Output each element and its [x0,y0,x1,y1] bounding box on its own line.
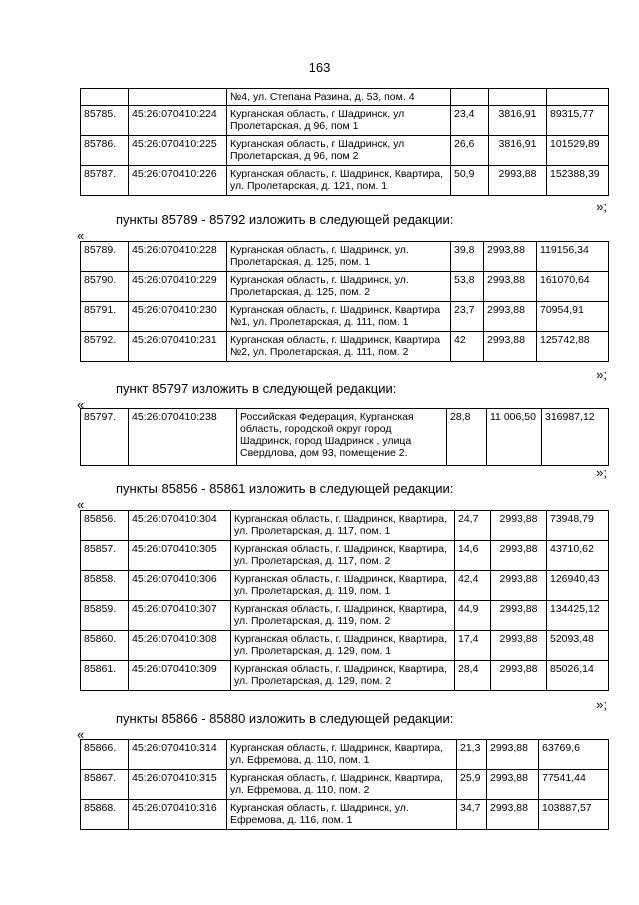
row-address: Курганская область, г. Шадринск, Квартира, ул. Пролетарская, д. 119, пом. 1 [231,571,455,601]
table-row [81,242,609,272]
row-value: 85026,14 [547,661,609,691]
row-area: 25,9 [457,770,487,800]
table-row [81,332,609,362]
row-rate: 2993,88 [491,631,547,661]
row-area: 39,8 [451,242,484,272]
table-row [81,166,609,196]
table-section-4 [80,739,609,830]
row-id: 85785. [81,106,129,136]
section-intro: пункт 85797 изложить в следующей редакции: [116,381,397,396]
row-rate [489,89,547,106]
section-intro: пункты 85866 - 85880 изложить в следующей редакции: [116,711,454,726]
row-rate: 2993,88 [487,740,539,770]
row-cadastre [129,89,227,106]
row-area: 42,4 [455,571,491,601]
section-intro: пункты 85789 - 85792 изложить в следующей редакции: [116,212,454,227]
row-cadastre: 45:26:070410:231 [129,332,227,362]
table-row [81,409,609,466]
row-value: 152388,39 [547,166,609,196]
opening-quote: « [77,397,85,412]
row-value: 73948,79 [547,511,609,541]
row-area: 50,9 [451,166,489,196]
row-cadastre: 45:26:070410:228 [129,242,227,272]
row-id: 85857. [81,541,129,571]
row-area: 23,7 [451,302,484,332]
row-id: 85790. [81,272,129,302]
row-id: 85787. [81,166,129,196]
row-id [81,89,129,106]
row-area [451,89,489,106]
table-row [81,661,609,691]
opening-quote: « [77,228,85,243]
row-value: 119156,34 [537,242,609,272]
table-row [81,601,609,631]
row-rate: 11 006,50 [487,409,542,466]
row-area: 28,4 [455,661,491,691]
row-address: Курганская область, г. Шадринск, ул. Ефремова, д. 116, пом. 1 [227,800,457,830]
row-rate: 2993,88 [489,166,547,196]
row-rate: 2993,88 [491,541,547,571]
row-id: 85866. [81,740,129,770]
row-rate: 3816,91 [489,106,547,136]
row-cadastre: 45:26:070410:229 [129,272,227,302]
row-address: Курганская область, г. Шадринск, Квартира, ул. Пролетарская, д. 129, пом. 1 [231,631,455,661]
row-rate: 3816,91 [489,136,547,166]
row-area: 24,7 [455,511,491,541]
row-rate: 2993,88 [484,332,537,362]
row-value: 103887,57 [539,800,609,830]
table-row [81,106,609,136]
row-value: 161070,64 [537,272,609,302]
row-value: 52093,48 [547,631,609,661]
row-address: Курганская область, г. Шадринск, Квартира №2, ул. Пролетарская, д. 111, пом. 2 [227,332,451,362]
row-address: Курганская область, г. Шадринск, Квартира, ул. Пролетарская, д. 121, пом. 1 [227,166,451,196]
row-rate: 2993,88 [491,571,547,601]
table-section-2 [80,408,609,466]
row-address: Курганская область, г Шадринск, ул Пролетарская, д 96, пом 1 [227,106,451,136]
row-address: Курганская область, г. Шадринск, Квартира, ул. Ефремова, д. 110, пом. 2 [227,770,457,800]
table-section-1 [80,241,609,362]
row-rate: 2993,88 [487,770,539,800]
row-address: Курганская область, г. Шадринск, Квартира, ул. Пролетарская, д. 119, пом. 2 [231,601,455,631]
opening-quote: « [77,497,85,512]
row-cadastre: 45:26:070410:225 [129,136,227,166]
row-rate: 2993,88 [484,242,537,272]
row-area: 23,4 [451,106,489,136]
row-cadastre: 45:26:070410:307 [129,601,231,631]
table-row [81,302,609,332]
table-row [81,511,609,541]
row-rate: 2993,88 [491,601,547,631]
row-cadastre: 45:26:070410:308 [129,631,231,661]
row-cadastre: 45:26:070410:230 [129,302,227,332]
table-section-0 [80,88,609,196]
row-area: 17,4 [455,631,491,661]
table-row [81,136,609,166]
row-value: 316987,12 [542,409,609,466]
opening-quote: « [77,727,85,742]
row-cadastre: 45:26:070410:305 [129,541,231,571]
table-section-3 [80,510,609,691]
row-id: 85859. [81,601,129,631]
row-area: 53,8 [451,272,484,302]
row-area: 42 [451,332,484,362]
row-rate: 2993,88 [484,272,537,302]
row-area: 28,8 [447,409,487,466]
row-area: 34,7 [457,800,487,830]
row-address: Курганская область, г. Шадринск, Квартира, ул. Пролетарская, д. 117, пом. 2 [231,541,455,571]
table-row [81,631,609,661]
row-value: 43710,62 [547,541,609,571]
closing-quote: »; [596,697,607,712]
row-address: №4, ул. Степана Разина, д. 53, пом. 4 [227,89,451,106]
row-area: 14,6 [455,541,491,571]
closing-quote: »; [596,367,607,382]
row-id: 85786. [81,136,129,166]
row-id: 85867. [81,770,129,800]
row-value: 134425,12 [547,601,609,631]
table-row [81,740,609,770]
row-address: Курганская область, г. Шадринск, Квартира №1, ул. Пролетарская, д. 111, пом. 1 [227,302,451,332]
table-row [81,800,609,830]
row-cadastre: 45:26:070410:224 [129,106,227,136]
row-cadastre: 45:26:070410:314 [129,740,227,770]
row-rate: 2993,88 [487,800,539,830]
row-id: 85860. [81,631,129,661]
row-id: 85858. [81,571,129,601]
row-address: Курганская область, г. Шадринск, ул. Пролетарская, д. 125, пом. 1 [227,242,451,272]
closing-quote: »; [596,199,607,214]
row-value: 125742,88 [537,332,609,362]
row-cadastre: 45:26:070410:238 [129,409,237,466]
row-cadastre: 45:26:070410:309 [129,661,231,691]
row-area: 26,6 [451,136,489,166]
row-address: Курганская область, г. Шадринск, Квартира, ул. Ефремова, д. 110, пом. 1 [227,740,457,770]
row-address: Курганская область, г. Шадринск, Квартира, ул. Пролетарская, д. 117, пом. 1 [231,511,455,541]
table-row [81,89,609,106]
row-rate: 2993,88 [491,511,547,541]
table-row [81,571,609,601]
row-value: 63769,6 [539,740,609,770]
row-value: 101529,89 [547,136,609,166]
row-id: 85861. [81,661,129,691]
section-intro: пункты 85856 - 85861 изложить в следующей редакции: [116,481,454,496]
row-cadastre: 45:26:070410:315 [129,770,227,800]
row-address: Курганская область, г. Шадринск, ул. Пролетарская, д. 125, пом. 2 [227,272,451,302]
table-row [81,770,609,800]
row-id: 85792. [81,332,129,362]
row-cadastre: 45:26:070410:226 [129,166,227,196]
page-number: 163 [308,60,331,75]
table-row [81,541,609,571]
row-address: Курганская область, г Шадринск, ул Пролетарская, д 96, пом 2 [227,136,451,166]
row-rate: 2993,88 [491,661,547,691]
row-area: 21,3 [457,740,487,770]
row-id: 85856. [81,511,129,541]
row-address: Российская Федерация, Курганская область, городской округ город Шадринск, город Шадринск , улица Свердлова, дом 93, помещение 2. [237,409,447,466]
row-id: 85789. [81,242,129,272]
row-address: Курганская область, г. Шадринск, Квартира, ул. Пролетарская, д. 129, пом. 2 [231,661,455,691]
closing-quote: »; [596,465,607,480]
row-id: 85797. [81,409,129,466]
table-row [81,272,609,302]
row-rate: 2993,88 [484,302,537,332]
row-value: 89315,77 [547,106,609,136]
row-cadastre: 45:26:070410:316 [129,800,227,830]
row-value: 126940,43 [547,571,609,601]
row-value [547,89,609,106]
row-value: 70954,91 [537,302,609,332]
row-cadastre: 45:26:070410:304 [129,511,231,541]
row-area: 44,9 [455,601,491,631]
row-value: 77541,44 [539,770,609,800]
row-cadastre: 45:26:070410:306 [129,571,231,601]
row-id: 85791. [81,302,129,332]
row-id: 85868. [81,800,129,830]
